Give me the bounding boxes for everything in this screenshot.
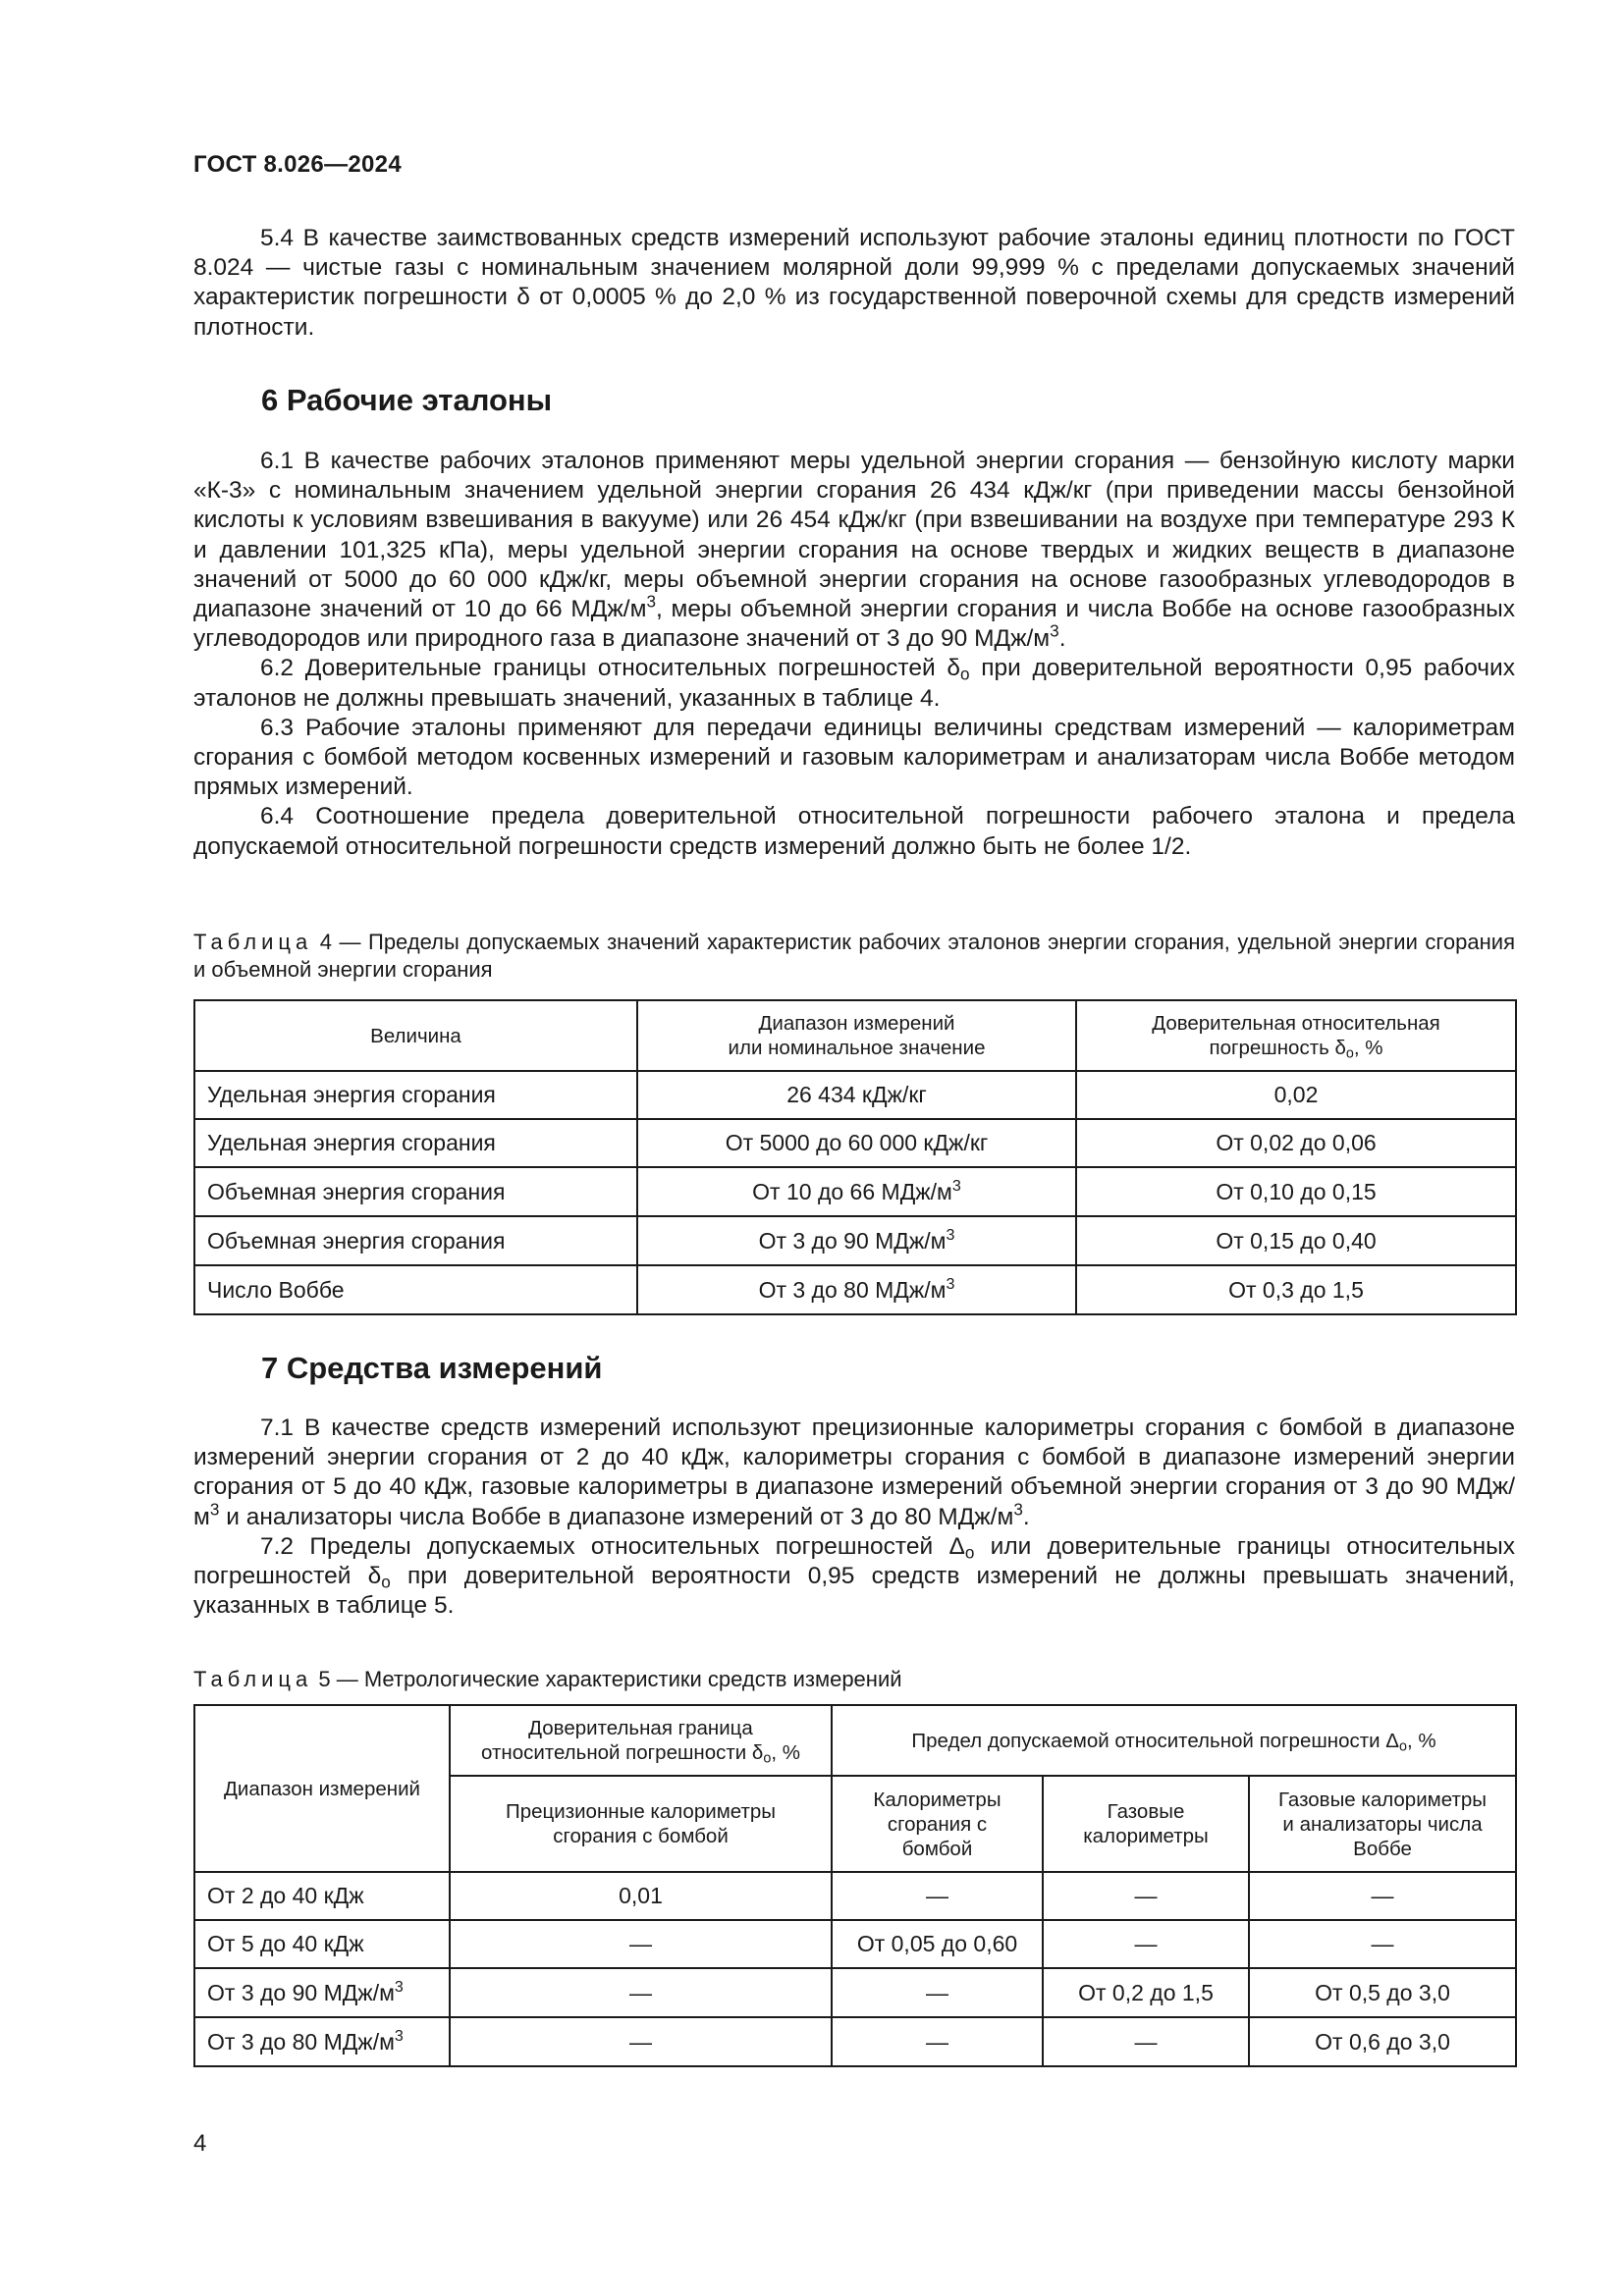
table-row: От 2 до 40 кДж 0,01 — — — <box>194 1872 1516 1920</box>
table-5-caption: Таблица 5 — Метрологические характеристики средств измерений <box>193 1667 902 1691</box>
table-row: Число Воббе От 3 до 80 МДж/$м^3$ От 0,3 до 1,5 <box>194 1265 1516 1314</box>
table-row: Объемная энергия сгорания От 3 до 90 МДж/$м^3$ От 0,15 до 0,40 <box>194 1216 1516 1265</box>
table-4-header-quantity: Величина <box>194 1000 637 1071</box>
table-row: От 3 до 80 МДж/$м^3$ — — — От 0,6 до 3,0 <box>194 2017 1516 2066</box>
table-row: Объемная энергия сгорания От 10 до 66 МДж/$м^3$ От 0,10 до 0,15 <box>194 1167 1516 1216</box>
clause-5-4 <box>193 224 1515 343</box>
table-5-header-row-1 <box>194 1705 1516 1776</box>
table-4-header-row <box>194 1000 1516 1071</box>
table-4-caption: Таблица 4 — Пределы допускаемых значений характеристик рабочих эталонов энергии сгорания, удельной энергии сгорания и объемной энергии сгорания <box>193 930 1515 982</box>
paragraph-6-2: 6.2 Доверительные границы относительных погрешностей $\delta_о$ при доверительной вероятности 0,95 рабочих эталонов не должны превышать значений, указанных в таблице 4. <box>193 655 1515 712</box>
table-row: Удельная энергия сгорания От 5000 до 60 000 кДж/кг От 0,02 до 0,06 <box>194 1119 1516 1167</box>
running-header: ГОСТ 8.026—2024 <box>193 151 402 178</box>
paragraph-7-2: 7.2 Пределы допускаемых относительных погрешностей $\Delta_о$ или доверительные границы относительных погрешностей $\delta_о$ при доверительной вероятности 0,95 средств измерений не должны превышать значений, указанных в таблице 5. <box>193 1532 1515 1620</box>
section-6-body <box>193 447 1515 862</box>
table-4-header-range: Диапазон измерений или номинальное значение <box>637 1000 1076 1071</box>
section-6-heading: 6 Рабочие эталоны <box>261 383 553 417</box>
paragraph-6-1: 6.1 В качестве рабочих эталонов применяют меры удельной энергии сгорания — бензойную кислоту марки «К-3» с номинальным значением удельной энергии сгорания 26 434 кДж/кг (при приведении массы бензойной кислоты к условиям взвешивания в вакууме) или 26 454 кДж/кг (при взвешивании на воздухе при температуре 293 К и давлении 101,325 кПа), меры удельной энергии сгорания на основе твердых и жидких веществ в диапазоне значений от 5000 до 60 000 кДж/кг, меры объемной энергии сгорания на основе газообразных углеводородов в диапазоне значений от 10 до 66 МДж/$м^3$, меры объемной энергии сгорания и числа Воббе на основе газообразных углеводородов или природного газа в диапазоне значений от 3 до 90 МДж/$м^3$. <box>193 448 1515 653</box>
section-7-heading: 7 Средства измерений <box>261 1351 603 1385</box>
section-7-body <box>193 1414 1515 1621</box>
table-5-header-wobbe: Газовые калориметры и анализаторы числа Воббе <box>1249 1776 1516 1872</box>
table-row: От 5 до 40 кДж — От 0,05 до 0,60 — — <box>194 1920 1516 1968</box>
table-4-header-error: Доверительная относительная погрешность $\delta_о$, % <box>1076 1000 1516 1071</box>
table-5 <box>193 1704 1517 2067</box>
table-5-header-gas: Газовые калориметры <box>1043 1776 1249 1872</box>
table-5-header-limit: Предел допускаемой относительной погрешности $\Delta_о$, % <box>832 1705 1516 1776</box>
table-5-header-bomb: Калориметры сгорания с бомбой <box>832 1776 1043 1872</box>
paragraph-6-4: 6.4 Соотношение предела доверительной относительной погрешности рабочего эталона и предела допускаемой относительной погрешности средств измерений должно быть не более 1/2. <box>193 803 1515 860</box>
table-row: От 3 до 90 МДж/$м^3$ — — От 0,2 до 1,5 От 0,5 до 3,0 <box>194 1968 1516 2017</box>
table-5-header-range: Диапазон измерений <box>194 1705 450 1872</box>
page-number: 4 <box>193 2130 207 2157</box>
table-5-header-precision: Прецизионные калориметры сгорания с бомбой <box>450 1776 832 1872</box>
table-4 <box>193 999 1517 1315</box>
paragraph-7-1: 7.1 В качестве средств измерений используют прецизионные калориметры сгорания с бомбой в диапазоне измерений энергии сгорания от 2 до 40 кДж, калориметры сгорания с бомбой в диапазоне измерений энергии сгорания от 5 до 40 кДж, газовые калориметры в диапазоне измерений объемной энергии сгорания от 3 до 90 МДж/$м^3$ и анализаторы числа Воббе в диапазоне измерений от 3 до 80 МДж/$м^3$. <box>193 1415 1515 1530</box>
table-row: Удельная энергия сгорания 26 434 кДж/кг 0,02 <box>194 1071 1516 1119</box>
paragraph-5-4: 5.4 В качестве заимствованных средств измерений используют рабочие эталоны единиц плотности по ГОСТ 8.024 — чистые газы с номинальным значением молярной доли 99,999 % с пределами допускаемых значений характеристик погрешности δ от 0,0005 % до 2,0 % из государственной поверочной схемы для средств измерений плотности. <box>193 225 1515 341</box>
paragraph-6-3: 6.3 Рабочие эталоны применяют для передачи единицы величины средствам измерений — калориметрам сгорания с бомбой методом косвенных измерений и газовым калориметрам и анализаторам числа Воббе методом прямых измерений. <box>193 714 1515 801</box>
table-5-header-confidence: Доверительная граница относительной погрешности $\delta_о$, % <box>450 1705 832 1776</box>
